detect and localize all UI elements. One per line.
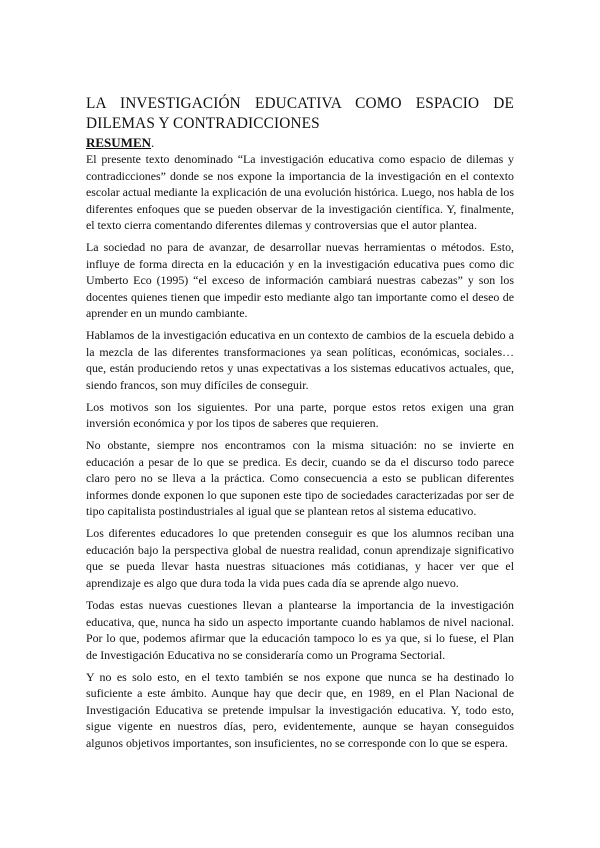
paragraph: Hablamos de la investigación educativa en un contexto de cambios de la escuela debido a la mezcla de las diferentes transformaciones ya sean políticas, económicas, sociales… que, están produciendo retos y unas expectativas a los sistemas educativos actuales, que, siendo francos, son muy difíciles de conseguir. <box>86 328 514 392</box>
section-heading-suffix: . <box>151 135 155 150</box>
paragraph: Y no es solo esto, en el texto también se nos expone que nunca se ha destinado lo suficiente a este ámbito. Aunque hay que decir que, en 1989, en el Plan Nacional de Investigación Educativa se pretende impulsar la investigación educativa. Y, todo esto, sigue vigente en nuestros días, pero, evidentemente, aunque se hayan conseguidos algunos objetivos importantes, son insuficientes, no se corresponde con lo que se espera. <box>86 669 514 750</box>
paragraph: Los motivos son los siguientes. Por una parte, porque estos retos exigen una gran inversión económica y por los tipos de saberes que requieren. <box>86 399 514 431</box>
document-body <box>86 94 514 757</box>
document-title: LA INVESTIGACIÓN EDUCATIVA COMO ESPACIO DE DILEMAS Y CONTRADICCIONES <box>86 95 514 132</box>
paragraph: Los diferentes educadores lo que pretenden conseguir es que los alumnos reciban una educación bajo la perspectiva global de nuestra realidad, conun aprendizaje significativo que se pueda llevar hasta nuestras situaciones más cotidianas, y hacer ver que el aprendizaje es algo que dura toda la vida pues cada día se aprende algo nuevo. <box>86 526 514 590</box>
paragraph: Todas estas nuevas cuestiones llevan a plantearse la importancia de la investigación educativa, que, nunca ha sido un aspecto importante cuando hablamos de nivel nacional. Por lo que, podemos afirmar que la educación tampoco lo es ya que, si lo fuese, el Plan de Investigación Educativa no se consideraría como un Programa Sectorial. <box>86 598 514 662</box>
paragraph: La sociedad no para de avanzar, de desarrollar nuevas herramientas o métodos. Esto, influye de forma directa en la educación y en la investigación educativa pues como dic Umberto Eco (1995) “el exceso de información cambiará nuestras cabezas” y son los docentes quienes tienen que impedir esto mediante algo tan importante como el deseo de aprender en un mundo cambiante. <box>86 240 514 321</box>
section-heading <box>86 134 514 151</box>
section-heading-label: RESUMEN <box>86 135 152 150</box>
paragraph: El presente texto denominado “La investigación educativa como espacio de dilemas y contradicciones” donde se nos expone la importancia de la investigación en el contexto escolar actual mediante la explicación de una evolución histórica. Luego, nos habla de los diferentes enfoques que se pueden observar de la investigación científica. Y, finalmente, el texto cierra comentando diferentes dilemas y controversias que el autor plantea. <box>86 152 514 232</box>
paragraph: No obstante, siempre nos encontramos con la misma situación: no se invierte en educación a pesar de lo que se predica. Es decir, cuando se da el discurso todo parece claro pero no se lleva a la práctica. Como consecuencia a esto se publican diferentes informes donde exponen lo que suponen este tipo de sociedades caracterizadas por ser de tipo capitalista postindustriales al igual que se plantean retos al sistema educativo. <box>86 438 514 519</box>
